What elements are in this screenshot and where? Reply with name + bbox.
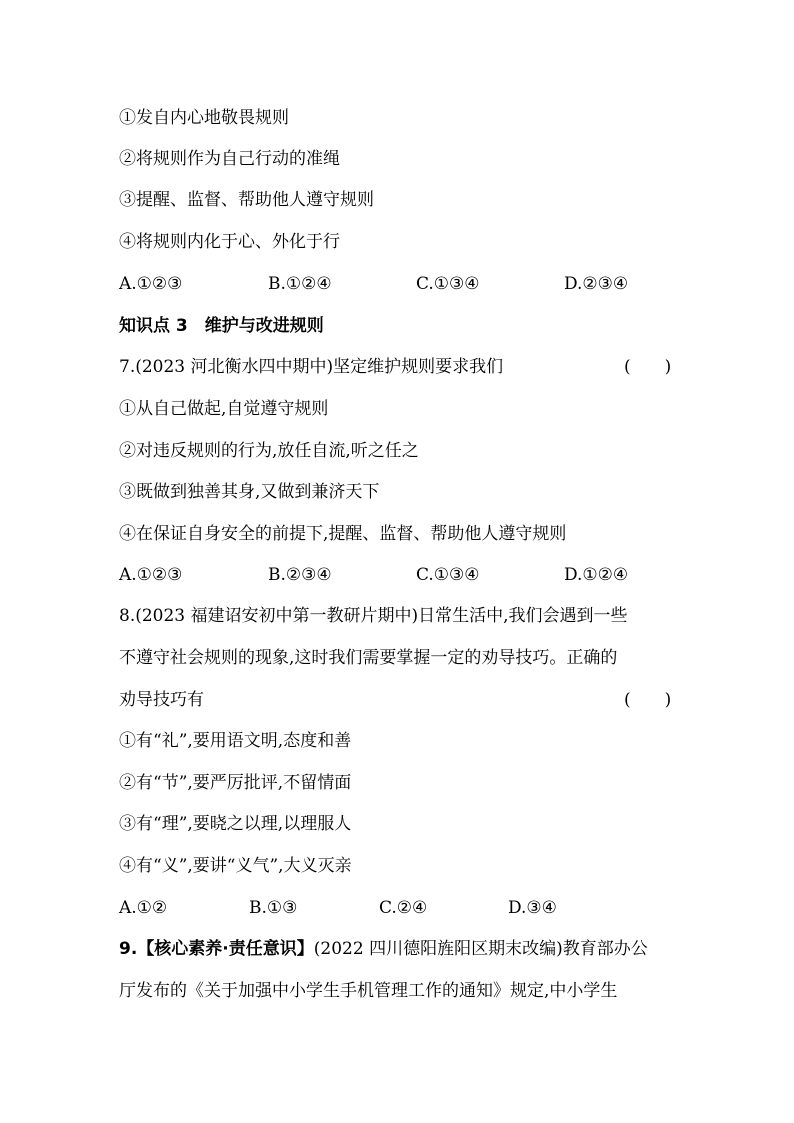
q7-option-c: C.①③④: [416, 565, 480, 585]
q7-stem: 7.(2023 河北衡水四中期中)坚定维护规则要求我们: [119, 357, 504, 377]
q9-line-1: [119, 939, 648, 959]
q8-answer-paren: ( ): [624, 690, 672, 710]
q7-option-d: D.①②④: [564, 565, 629, 585]
q9-line-2: 厅发布的《关于加强中小学生手机管理工作的通知》规定,中小学生: [119, 981, 618, 1001]
q8-stem-line-1: 8.(2023 福建诏安初中第一教研片期中)日常生活中,我们会遇到一些: [119, 606, 628, 626]
q8-option-b: B.①③: [249, 898, 298, 918]
q6-option-c: C.①③④: [416, 274, 480, 294]
q8-option-a: A.①②: [119, 898, 168, 918]
q7-option-a: A.①②③: [119, 565, 183, 585]
q6-item-3: ③提醒、监督、帮助他人遵守规则: [119, 190, 374, 210]
q6-item-4: ④将规则内化于心、外化于行: [119, 232, 340, 252]
q7-item-4: ④在保证自身安全的前提下,提醒、监督、帮助他人遵守规则: [119, 524, 567, 544]
q8-item-2: ②有“节”,要严厉批评,不留情面: [119, 773, 352, 793]
q9-number: 9.: [119, 939, 138, 959]
q9-tag: 【核心素养·责任意识】: [137, 939, 314, 959]
q9-source: (2022 四川德阳旌阳区期末改编)教育部办公: [313, 939, 648, 959]
q7-item-2: ②对违反规则的行为,放任自流,听之任之: [119, 441, 419, 461]
q7-option-b: B.②③④: [268, 565, 332, 585]
q6-option-b: B.①②④: [268, 274, 332, 294]
q6-item-2: ②将规则作为自己行动的准绳: [119, 149, 340, 169]
q6-item-1: ①发自内心地敬畏规则: [119, 108, 289, 128]
q7-item-3: ③既做到独善其身,又做到兼济天下: [119, 482, 380, 502]
q7-item-1: ①从自己做起,自觉遵守规则: [119, 399, 329, 419]
q8-stem-line-3: 劝导技巧有: [119, 690, 204, 710]
q8-item-1: ①有“礼”,要用语文明,态度和善: [119, 731, 352, 751]
section-heading: 知识点 3 维护与改进规则: [119, 316, 324, 336]
q8-item-3: ③有“理”,要晓之以理,以理服人: [119, 814, 352, 834]
q6-option-a: A.①②③: [119, 274, 183, 294]
q8-option-c: C.②④: [379, 898, 428, 918]
q7-answer-paren: ( ): [624, 357, 672, 377]
q8-item-4: ④有“义”,要讲“义气”,大义灭亲: [119, 856, 352, 876]
q8-stem-line-2: 不遵守社会规则的现象,这时我们需要掌握一定的劝导技巧。正确的: [119, 648, 618, 668]
q8-option-d: D.③④: [508, 898, 557, 918]
q6-option-d: D.②③④: [564, 274, 629, 294]
